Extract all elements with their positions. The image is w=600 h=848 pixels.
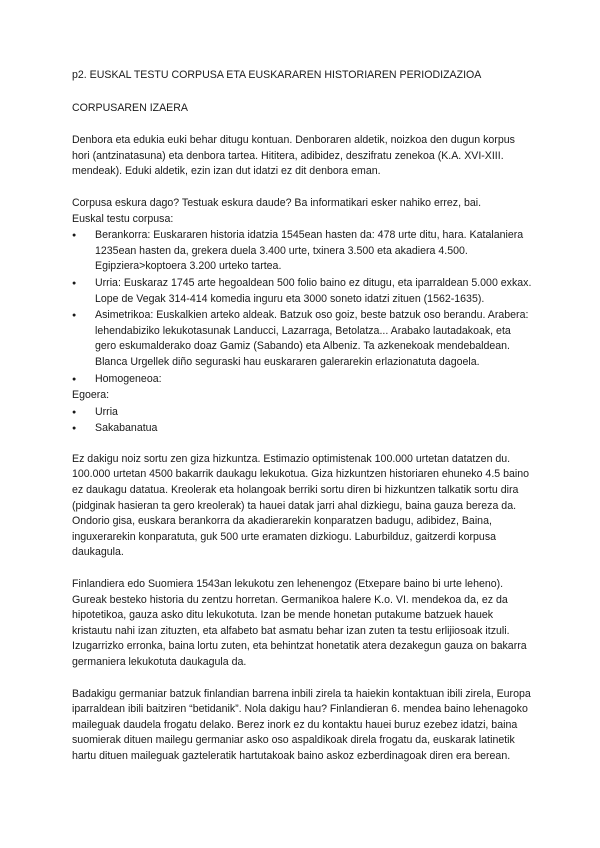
list-item: ● Sakabanatua xyxy=(95,421,532,437)
document-title: p2. EUSKAL TESTU CORPUSA ETA EUSKARAREN HISTORIAREN PERIODIZAZIOA xyxy=(72,69,482,81)
list-item: ● Homogeneoa: xyxy=(95,372,532,388)
list-item: ● Berankorra: Euskararen historia idatzia 1545ean hasten da: 478 urte ditu, hara. Katalaniera 1235ean hasten da, grekera duela 3.400 urte, txinera 3.500 eta akadiera 4.500. Egipziera>koptoera 3.200 urteko tartea. xyxy=(95,228,532,275)
document-page xyxy=(72,68,532,765)
egoera-list-label: Egoera: xyxy=(72,389,110,402)
list-item: ● Urria xyxy=(95,405,532,421)
section-heading: CORPUSAREN IZAERA xyxy=(72,101,188,114)
list-item: ● Asimetrikoa: Euskalkien arteko aldeak. Batzuk oso goiz, beste batzuk oso berandu. Arabera: lehendabiziko lekukotasunak Landucci, Lazarraga, Betolatza... Arabako lautadakoak, eta gero eskumalderako doaz Gamiz (Sabando) eta Albeniz. Ta azkenekoak mendebaldean. Blanca Urgellek diño seguraski hau euskararen galerarekin erlazionatuta dagoela. xyxy=(95,308,532,370)
egoera-list xyxy=(72,405,532,437)
paragraph-finnish: Finlandiera edo Suomiera 1543an lekukotu zen lehenengoz (Etxepare baino bi urte leheno). Gureak besteko historia du zentzu horretan. Germanikoa halere K.o. VI. mendekoa da, ez da hipotetikoa, gauza asko ditu lekukotuta. Izan be mende honetan putakume batzuek hauek kristautu nahi izan zituzten, eta alfabeto bat asmatu behar izan zuten ta testu erlijiosoak itzuli. Izugarrizko erronka, baina lortu zuten, eta behintzat honetatik atera dezakegun gauza on bakarra germaniera lekukotuta daukagula da. xyxy=(72,578,527,668)
corpus-list-label: Euskal testu corpusa: xyxy=(72,212,174,225)
paragraph-corpus-availability: Corpusa eskura dago? Testuak eskura daude? Ba informatikari esker nahiko errez, bai. xyxy=(72,196,482,209)
paragraph-language-origin: Ez dakigu noiz sortu zen giza hizkuntza. Estimazio optimistenak 100.000 urtetan datatzen du. 100.000 urtetan 4500 bakarrik daukagu lekukotua. Giza hizkuntzen historiaren ehuneko 4.5 baino ez daukagu datatua. Kreolerak eta holangoak berriki sortu diren bi hizkuntzen talkatik sortu dira (pidginak hasieran ta gero kreolerak) ta hauei datak jarri ahal dizkiegu, baina gauza bereza da. Ondorio gisa, euskara berankorra da akadierarekin konparatzen badugu, adibidez, Baina, inguxerarekin konparatuta, guk 500 urte eramaten dizkiogu. Laburbilduz, gaitzerdi korpusa daukagula. xyxy=(72,452,530,559)
corpus-features-list xyxy=(72,228,532,387)
list-item: ● Urria: Euskaraz 1745 arte hegoaldean 500 folio baino ez ditugu, eta iparraldean 5.000 exkax. Lope de Vegak 314-414 komedia inguru eta 3000 soneto idatzi zituen (1562-1635). xyxy=(95,276,532,307)
paragraph-time-content: Denbora eta edukia euki behar ditugu kontuan. Denboraren aldetik, noizkoa den dugun korpus hori (antzinatasuna) eta denbora tartea. Hititera, adibidez, deszifratu zenekoa (K.A. XVI-XIII. mendeak). Eduki aldetik, ezin izan dut idatzi ez dit denbora eman. xyxy=(72,134,515,178)
paragraph-germanic-contact: Badakigu germaniar batzuk finlandian barrena inbili zirela ta haiekin kontaktuan ibili zirela, Europa iparraldean ibili baitziren “betidanik”. Nola dakigu hau? Finlandieran 6. mendea baino lehenagoko maileguak daudela frogatu delako. Berez inork ez du kontaktu hauei buruz ezebez idatzi, baina suomierak dituen mailegu germaniar asko oso aspaldikoak direla frogatu da, euskarak latinetik hartu dituen maileguak gazteleratik hartutakoak baino askoz ezberdinagoak diren era berean. xyxy=(72,687,531,762)
